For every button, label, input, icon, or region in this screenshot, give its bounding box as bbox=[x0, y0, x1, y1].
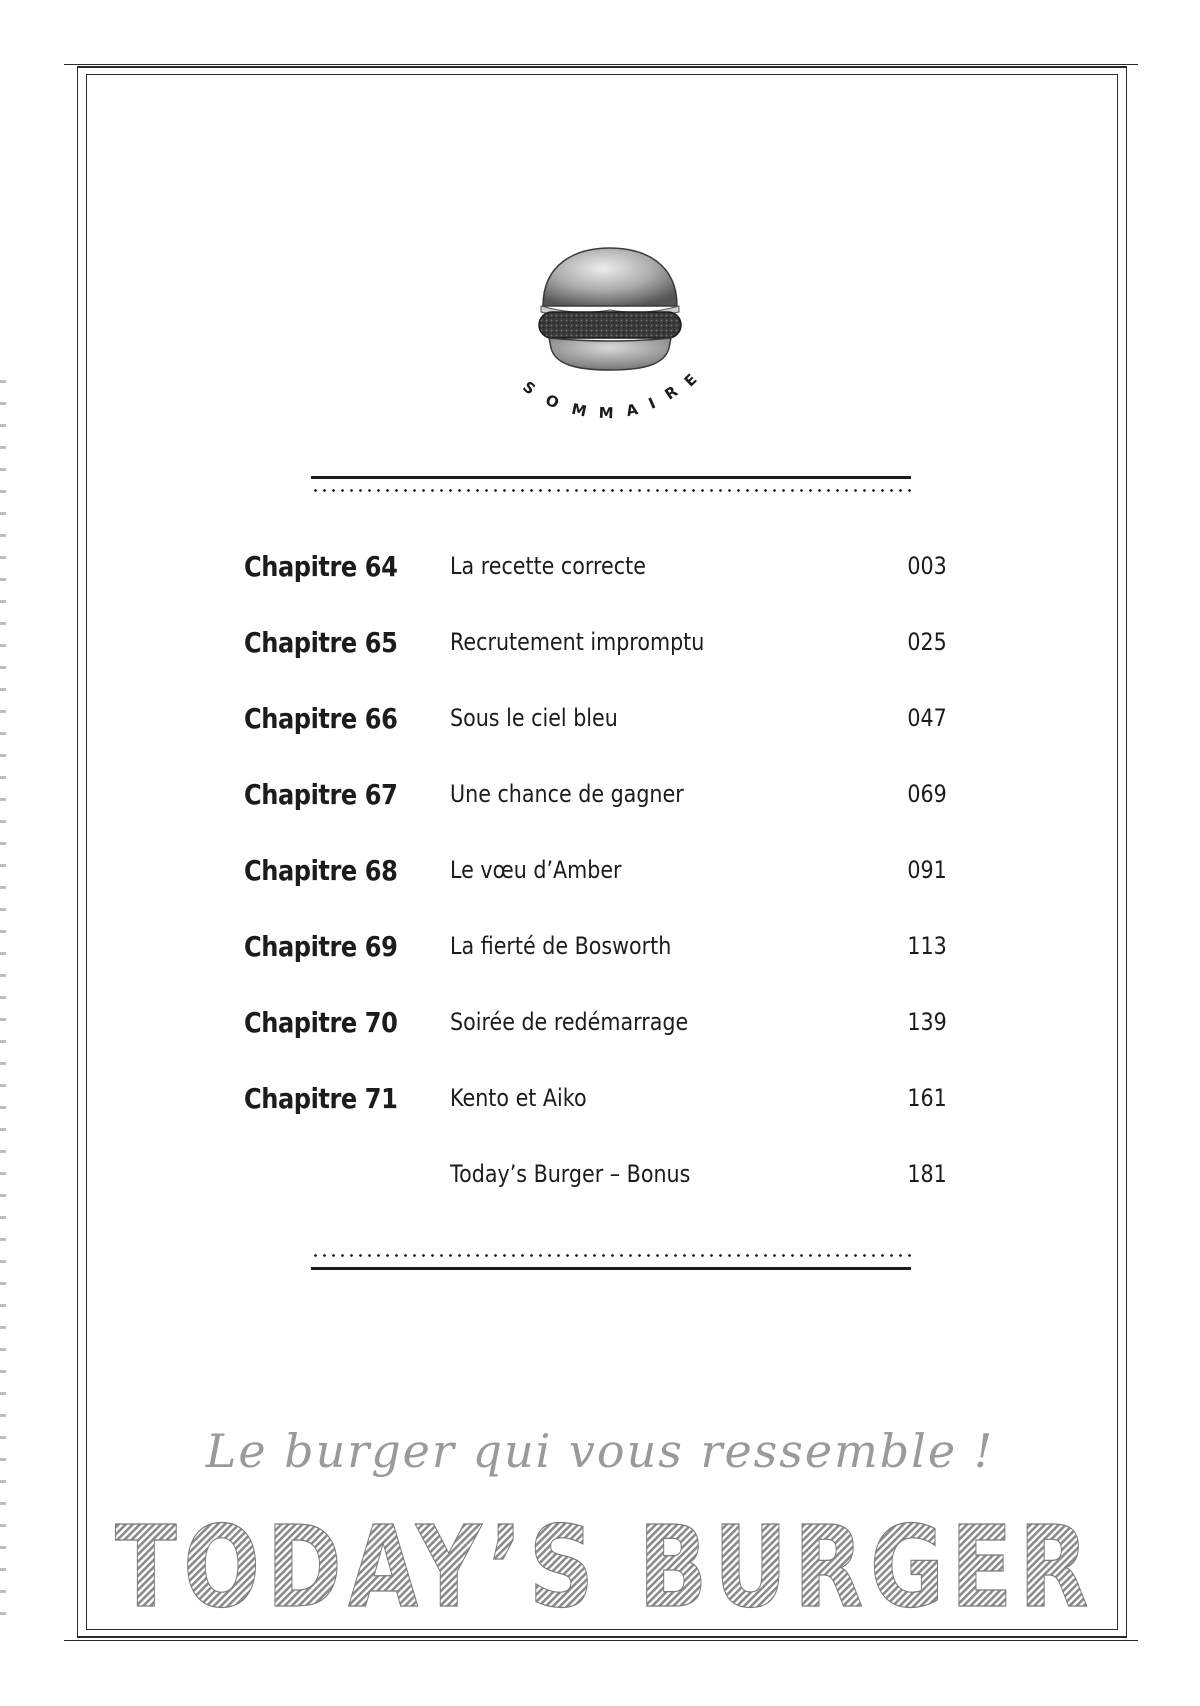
toc-row bbox=[0, 626, 1200, 666]
tagline: Le burger qui vous ressemble ! bbox=[205, 1424, 995, 1478]
heading-letter: A bbox=[624, 400, 640, 421]
chapter-title: Recrutement impromptu bbox=[450, 628, 705, 656]
top-rule bbox=[64, 64, 1138, 65]
heading-letter: M bbox=[569, 399, 589, 421]
dotted-rule bbox=[311, 489, 911, 492]
heading-letter: S bbox=[519, 377, 539, 399]
chapter-number: Chapitre 67 bbox=[244, 778, 398, 811]
toc-rule-top bbox=[311, 476, 911, 492]
page-number: 161 bbox=[907, 1084, 947, 1112]
heading-letter: I bbox=[645, 394, 659, 413]
toc-row bbox=[0, 778, 1200, 818]
toc-row bbox=[0, 930, 1200, 970]
chapter-number: Chapitre 69 bbox=[244, 930, 398, 963]
page-number: 139 bbox=[907, 1008, 947, 1036]
chapter-number: Chapitre 71 bbox=[244, 1082, 398, 1115]
chapter-title: Today’s Burger – Bonus bbox=[450, 1160, 691, 1188]
heading-letter: E bbox=[680, 370, 701, 391]
heading-letter: R bbox=[661, 382, 682, 404]
chapter-title: Kento et Aiko bbox=[450, 1084, 587, 1112]
page-number: 181 bbox=[907, 1160, 947, 1188]
brand-text: TODAY’S BURGER bbox=[115, 1510, 1095, 1620]
solid-rule bbox=[311, 1267, 911, 1270]
page-number: 003 bbox=[907, 552, 947, 580]
chapter-number: Chapitre 66 bbox=[244, 702, 398, 735]
chapter-number: Chapitre 64 bbox=[244, 550, 398, 583]
toc-row bbox=[0, 550, 1200, 590]
chapter-title: Une chance de gagner bbox=[450, 780, 684, 808]
chapter-number: Chapitre 70 bbox=[244, 1006, 398, 1039]
chapter-title: Le vœu d’Amber bbox=[450, 856, 622, 884]
chapter-title: La fierté de Bosworth bbox=[450, 932, 672, 960]
chapter-title: Sous le ciel bleu bbox=[450, 704, 618, 732]
page-number: 113 bbox=[907, 932, 947, 960]
heading-letter: M bbox=[598, 403, 614, 423]
heading-letter: O bbox=[542, 390, 562, 413]
toc-row bbox=[0, 854, 1200, 894]
page-number: 047 bbox=[907, 704, 947, 732]
toc-row bbox=[0, 1082, 1200, 1122]
page-number: 025 bbox=[907, 628, 947, 656]
toc-row bbox=[0, 1006, 1200, 1046]
chapter-number: Chapitre 68 bbox=[244, 854, 398, 887]
chapter-number: Chapitre 65 bbox=[244, 626, 398, 659]
chapter-title: Soirée de redémarrage bbox=[450, 1008, 689, 1036]
bottom-rule bbox=[64, 1640, 1138, 1641]
toc-rule-bottom bbox=[311, 1254, 911, 1270]
toc-row bbox=[0, 702, 1200, 742]
burger-icon bbox=[535, 244, 685, 374]
page-number: 069 bbox=[907, 780, 947, 808]
page-number: 091 bbox=[907, 856, 947, 884]
brand-wordmark bbox=[110, 1510, 1100, 1620]
chapter-title: La recette correcte bbox=[450, 552, 646, 580]
toc-row-bonus bbox=[0, 1158, 1200, 1198]
sommaire-heading bbox=[500, 370, 720, 440]
